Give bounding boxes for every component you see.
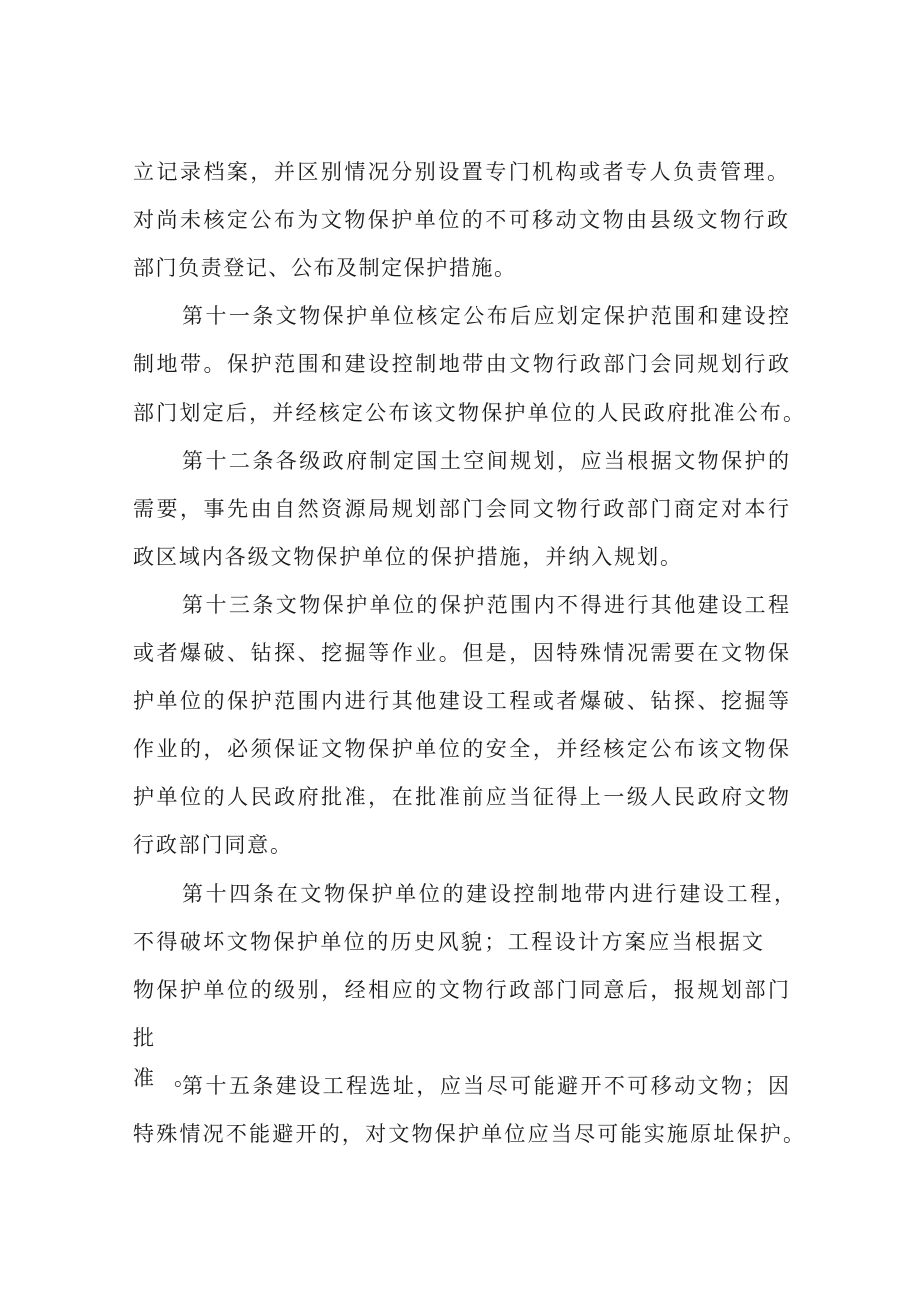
text-line bbox=[0, 729, 920, 769]
text-line-content: 批准。 bbox=[133, 1026, 195, 1090]
text-line-content: 部门划定后，并经核定公布该文物保护单位的人民政府批准公布。 bbox=[133, 401, 804, 425]
text-line bbox=[0, 344, 920, 384]
text-line bbox=[0, 489, 920, 529]
text-line-content: 不得破坏文物保护单位的历史风貌；工程设计方案应当根据文 bbox=[133, 930, 763, 954]
text-line-content: 特殊情况不能避开的，对文物保护单位应当尽可能实施原址保护。 bbox=[133, 1122, 804, 1146]
text-line-content: 第十二条各级政府制定国土空间规划，应当根据文物保护的 bbox=[182, 449, 789, 473]
text-line bbox=[0, 633, 920, 673]
text-line bbox=[0, 777, 920, 817]
text-line-content: 需要，事先由自然资源局规划部门会同文物行政部门商定对本行 bbox=[133, 497, 789, 521]
text-line-content: 物保护单位的级别，经相应的文物行政部门同意后，报规划部门 bbox=[133, 978, 789, 1002]
text-line bbox=[0, 152, 920, 192]
text-line bbox=[0, 248, 920, 288]
text-line-content: 第十四条在文物保护单位的建设控制地带内进行建设工程， bbox=[182, 882, 795, 906]
text-line-content: 第十五条建设工程选址，应当尽可能避开不可移动文物；因 bbox=[182, 1074, 789, 1098]
text-line bbox=[0, 681, 920, 721]
text-line-content: 立记录档案，并区别情况分别设置专门机构或者专人负责管理。 bbox=[133, 160, 788, 184]
text-line-content: 部门负责登记、公布及制定保护措施。 bbox=[133, 256, 515, 280]
text-line-content: 护单位的保护范围内进行其他建设工程或者爆破、钻探、挖掘等 bbox=[133, 689, 789, 713]
text-line bbox=[0, 922, 920, 962]
text-line bbox=[0, 200, 920, 240]
text-line bbox=[0, 441, 920, 481]
text-line-content: 第十一条文物保护单位核定公布后应划定保护范围和建设控 bbox=[182, 304, 789, 328]
text-line-content: 制地带。保护范围和建设控制地带由文物行政部门会同规划行政 bbox=[133, 352, 789, 376]
text-line bbox=[0, 537, 920, 577]
text-line bbox=[0, 874, 920, 914]
text-line-content: 对尚未核定公布为文物保护单位的不可移动文物由县级文物行政 bbox=[133, 208, 788, 232]
text-line bbox=[0, 393, 920, 433]
text-line bbox=[0, 825, 920, 865]
text-line bbox=[0, 585, 920, 625]
text-line-content: 政区域内各级文物保护单位的保护措施，并纳入规划。 bbox=[133, 545, 681, 569]
text-line bbox=[0, 1114, 920, 1154]
text-line-content: 或者爆破、钻探、挖掘等作业。但是，因特殊情况需要在文物保 bbox=[133, 641, 789, 665]
text-line-content: 护单位的人民政府批准，在批准前应当征得上一级人民政府文物 bbox=[133, 785, 789, 809]
text-line-content: 作业的，必须保证文物保护单位的安全，并经核定公布该文物保 bbox=[133, 737, 789, 761]
text-line-content: 行政部门同意。 bbox=[133, 833, 291, 857]
text-line bbox=[0, 970, 920, 1010]
text-line-content: 第十三条文物保护单位的保护范围内不得进行其他建设工程 bbox=[182, 593, 789, 617]
text-line bbox=[0, 296, 920, 336]
text-line bbox=[0, 1066, 920, 1106]
